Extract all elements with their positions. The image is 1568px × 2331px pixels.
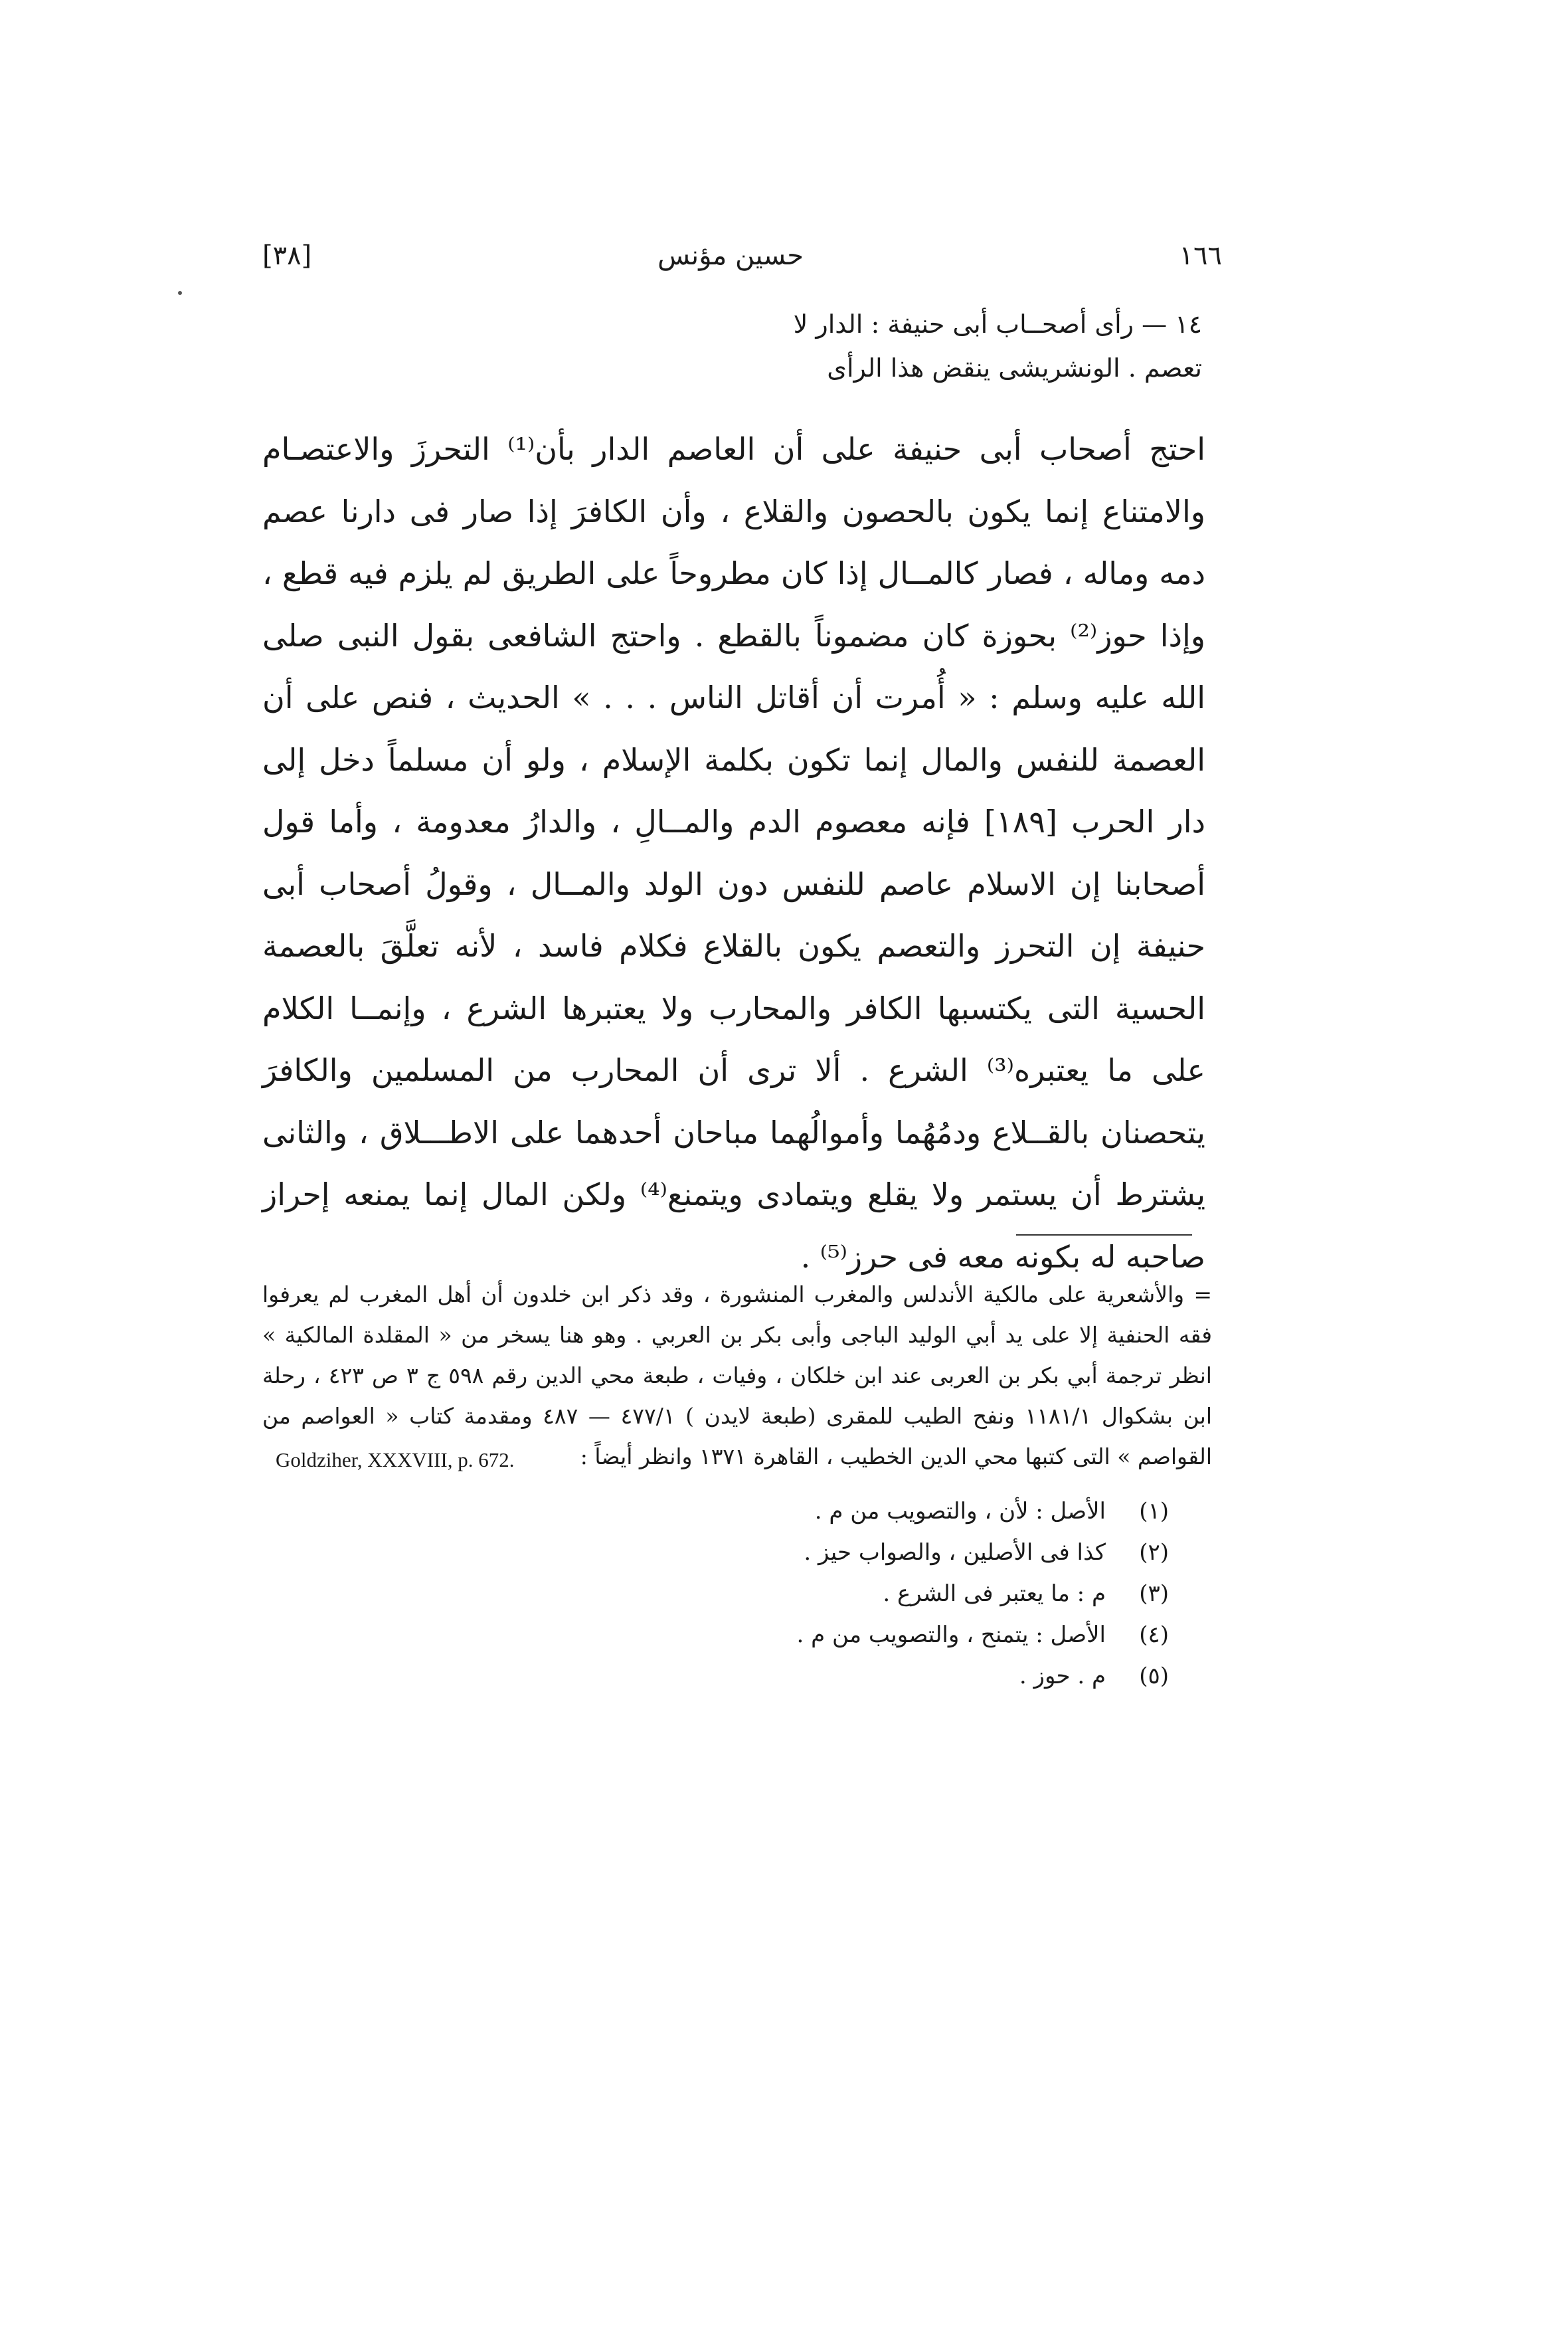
- footnote-text: م . حوز .: [1019, 1663, 1106, 1689]
- running-head-author: حسين مؤنس: [657, 240, 804, 271]
- section-heading: [731, 302, 1202, 390]
- section-heading-line-1: ١٤ — رأى أصحــاب أبى حنيفة : الدار لا: [793, 310, 1202, 339]
- footnote-item: [664, 1580, 1169, 1622]
- main-paragraph: احتج أصحاب أبى حنيفة على أن العاصم الدار بأن⁽¹⁾ التحرزَ والاعتصـام والامتناع إنما يكون بالحصون والقلاع ، وأن الكافرَ إذا صار فى دارنا عصم دمه وماله ، فصار كالمــال إذا كان مطروحاً على الطريق لم يلزم فيه قطع ، وإذا حوز⁽²⁾ بحوزة كان مضموناً بالقطع . واحتج الشافعى بقول النبى صلى الله عليه وسلم : « أُمرت أن أقاتل الناس . . . » الحديث ، فنص على أن العصمة للنفس والمال إنما تكون بكلمة الإسلام ، ولو أن مسلماً دخل إلى دار الحرب [١٨٩] فإنه معصوم الدم والمــالِ ، والدارُ معدومة ، وأما قول أصحابنا إن الاسلام عاصم للنفس دون الولد والمــال ، وقولُ أصحاب أبى حنيفة إن التحرز والتعصم يكون بالقلاع فكلام فاسد ، لأنه تعلَّقَ بالعصمة الحسية التى يكتسبها الكافر والمحارب ولا يعتبرها الشرع ، وإنمــا الكلام على ما يعتبره⁽³⁾ الشرع . ألا ترى أن المحارب من المسلمين والكافرَ يتحصنان بالقــلاع ودمُهُما وأموالُهما مباحان أحدهما على الاطـــلاق ، والثانى يشترط أن يستمر ولا يقلع ويتمادى ويتمنع⁽⁴⁾ ولكن المال إنما يمنعه إحراز صاحبه له بكونه معه فى حرز⁽⁵⁾ .: [262, 431, 1206, 1275]
- footnote-number: (٤): [1139, 1622, 1169, 1648]
- footnote-separator: [1016, 1234, 1192, 1236]
- section-heading-line-2: تعصم . الونشريشى ينقض هذا الرأى: [827, 353, 1202, 383]
- footnote-item: [664, 1539, 1169, 1580]
- manuscript-folio-number: [٣٨]: [262, 240, 312, 271]
- footnote-number: (٥): [1139, 1663, 1169, 1689]
- footnote-text: الأصل : يتمنح ، والتصويب من م .: [796, 1622, 1106, 1648]
- footnote-text: الأصل : لأن ، والتصويب من م .: [814, 1498, 1106, 1525]
- footnote-number: (٢): [1139, 1539, 1169, 1566]
- footnotes-list: [664, 1498, 1169, 1704]
- main-text-block: [262, 419, 1205, 1288]
- stray-mark: [178, 291, 182, 295]
- page-number: ١٦٦: [1179, 240, 1222, 271]
- latin-reference: Goldziher, XXXVIII, p. 672.: [276, 1448, 515, 1471]
- footnote-continuation-text: = والأشعرية على مالكية الأندلس والمغرب المنشورة ، وقد ذكر ابن خلدون أن أهل المغرب لم يعرفوا فقه الحنفية إلا على يد أبي الوليد الباجى وأبى بكر بن العربي . وهو هنا يسخر من « المقلدة المالكية » انظر ترجمة أبي بكر بن العربى عند ابن خلكان ، وفيات ، طبعة محي الدين رقم ٥٩٨ ج ٣ ص ٤٢٣ ، رحلة ابن بشكوال ١١٨١/١ ونفح الطيب للمقرى (طبعة لايدن ) ٤٧٧/١ — ٤٨٧ ومقدمة كتاب « العواصم من القواصم » التى كتبها محي الدين الخطيب ، القاهرة ١٣٧١ وانظر أيضاً :: [262, 1281, 1212, 1469]
- footnote-item: [664, 1622, 1169, 1663]
- footnote-number: (٣): [1139, 1580, 1169, 1607]
- footnote-item: [664, 1663, 1169, 1704]
- footnote-text: كذا فى الأصلين ، والصواب حيز .: [804, 1539, 1106, 1566]
- footnote-item: [664, 1498, 1169, 1539]
- footnote-text: م : ما يعتبر فى الشرع .: [883, 1580, 1106, 1607]
- footnote-number: (١): [1139, 1498, 1169, 1525]
